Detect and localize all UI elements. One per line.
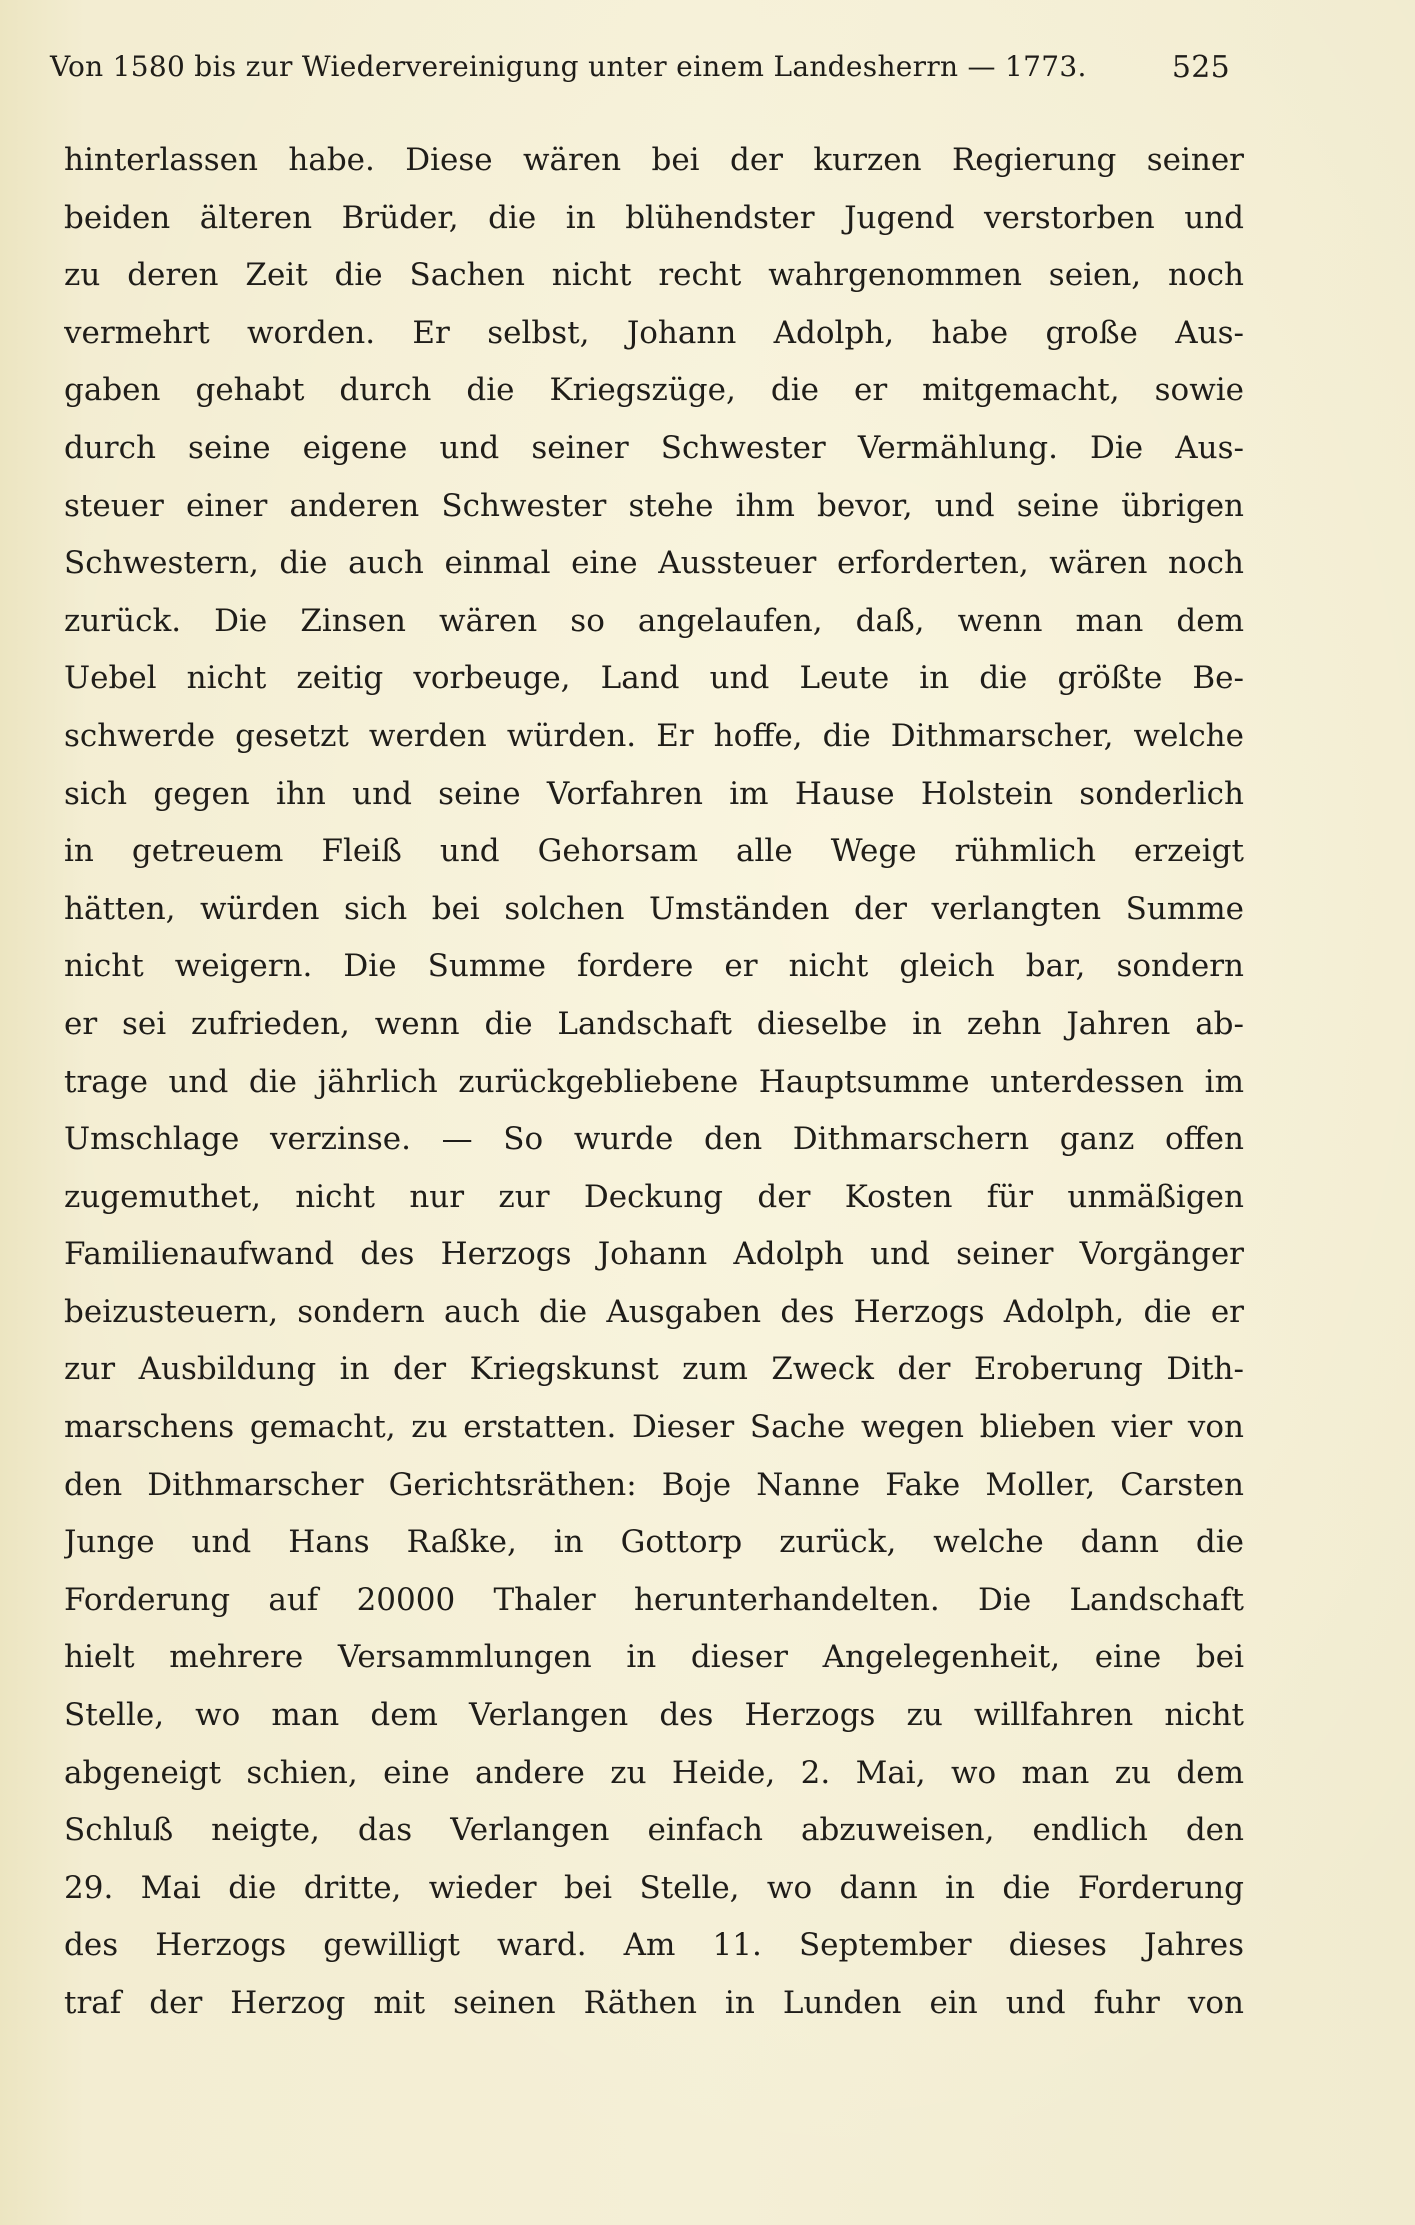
text-line: 29. Mai die dritte, wieder bei Stelle, wo dann in die Forderung — [64, 1869, 1244, 1906]
text-line: in getreuem Fleiß und Gehorsam alle Wege rühmlich erzeigt — [64, 833, 1244, 870]
body-text — [64, 132, 1244, 2033]
text-line: beiden älteren Brüder, die in blühendster Jugend verstorben und — [64, 199, 1244, 236]
text-line: sich gegen ihn und seine Vorfahren im Hause Holstein sonderlich — [64, 775, 1244, 812]
text-line: abgeneigt schien, eine andere zu Heide, 2. Mai, wo man zu dem — [64, 1754, 1244, 1791]
text-line: Stelle, wo man dem Verlangen des Herzogs zu willfahren nicht — [64, 1697, 1244, 1734]
text-line: trage und die jährlich zurückgebliebene Hauptsumme unterdessen im — [64, 1063, 1244, 1100]
text-line: gaben gehabt durch die Kriegszüge, die er mitgemacht, sowie — [64, 372, 1244, 409]
text-line: traf der Herzog mit seinen Räthen in Lunden ein und fuhr von — [64, 1985, 1244, 2021]
text-line: er sei zufrieden, wenn die Landschaft dieselbe in zehn Jahren ab- — [64, 1005, 1244, 1042]
text-line: durch seine eigene und seiner Schwester Vermählung. Die Aus- — [64, 429, 1244, 466]
text-line: zu deren Zeit die Sachen nicht recht wahrgenommen seien, noch — [64, 257, 1244, 294]
text-line: Forderung auf 20000 Thaler herunterhandelten. Die Landschaft — [64, 1581, 1244, 1618]
text-line: beizusteuern, sondern auch die Ausgaben des Herzogs Adolph, die er — [64, 1293, 1244, 1330]
text-line: zurück. Die Zinsen wären so angelaufen, daß, wenn man dem — [64, 602, 1244, 639]
text-line: den Dithmarscher Gerichtsräthen: Boje Nanne Fake Moller, Carsten — [64, 1466, 1244, 1503]
text-line: Uebel nicht zeitig vorbeuge, Land und Leute in die größte Be- — [64, 660, 1244, 697]
text-line: steuer einer anderen Schwester stehe ihm bevor, und seine übrigen — [64, 487, 1244, 524]
page-number: 525 — [1171, 50, 1230, 85]
text-line: Schluß neigte, das Verlangen einfach abzuweisen, endlich den — [64, 1812, 1244, 1849]
text-line: des Herzogs gewilligt ward. Am 11. September dieses Jahres — [64, 1927, 1244, 1964]
text-line: hinterlassen habe. Diese wären bei der kurzen Regierung seiner — [64, 142, 1244, 178]
text-line: Schwestern, die auch einmal eine Aussteuer erforderten, wären noch — [64, 545, 1244, 582]
text-line: Familienaufwand des Herzogs Johann Adolph und seiner Vorgänger — [64, 1236, 1244, 1273]
text-line: zur Ausbildung in der Kriegskunst zum Zweck der Eroberung Dith- — [64, 1351, 1244, 1388]
text-line: schwerde gesetzt werden würden. Er hoffe, die Dithmarscher, welche — [64, 717, 1244, 754]
text-line: Umschlage verzinse. — So wurde den Dithmarschern ganz offen — [64, 1121, 1244, 1158]
text-line: zugemuthet, nicht nur zur Deckung der Kosten für unmäßigen — [64, 1178, 1244, 1215]
text-line: hielt mehrere Versammlungen in dieser Angelegenheit, eine bei — [64, 1639, 1244, 1676]
running-head-title: Von 1580 bis zur Wiedervereinigung unter einem Landesherrn — 1773. — [50, 50, 1087, 83]
text-line: hätten, würden sich bei solchen Umständen der verlangten Summe — [64, 890, 1244, 927]
text-line: marschens gemacht, zu erstatten. Dieser Sache wegen blieben vier von — [64, 1409, 1244, 1446]
text-line: vermehrt worden. Er selbst, Johann Adolph, habe große Aus- — [64, 314, 1244, 351]
running-head — [50, 50, 1230, 90]
text-line: Junge und Hans Raßke, in Gottorp zurück, welche dann die — [64, 1524, 1244, 1561]
text-line: nicht weigern. Die Summe fordere er nicht gleich bar, sondern — [64, 948, 1244, 985]
